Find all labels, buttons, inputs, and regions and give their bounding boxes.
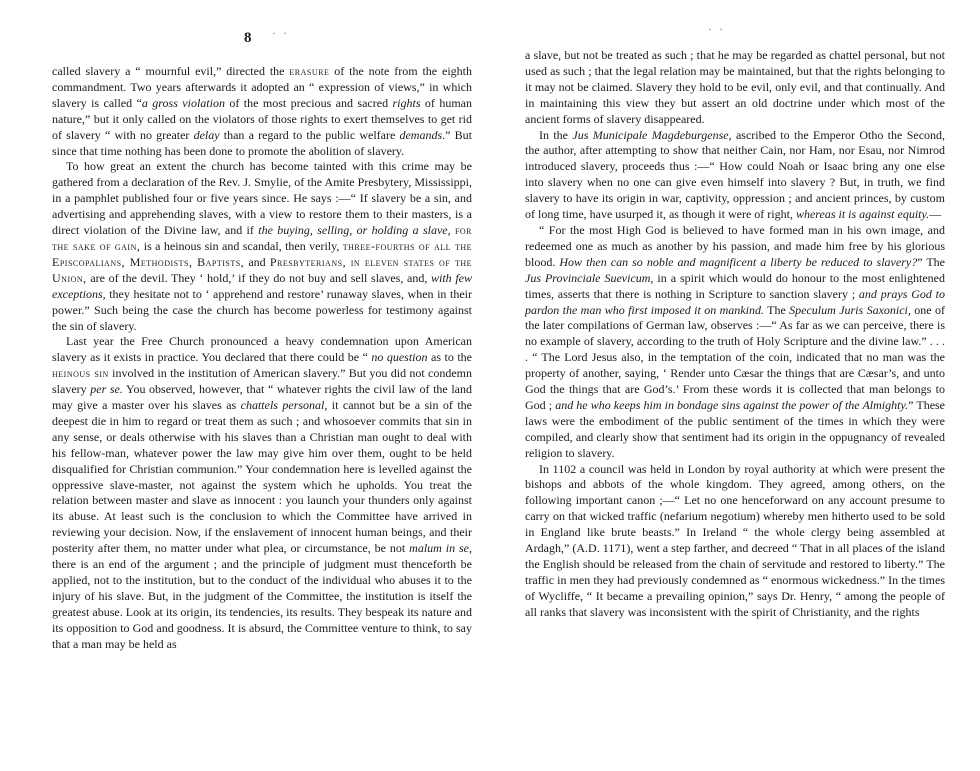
- text-run: one of the later compilations of German law, observes :—“ As far as we can perceive, there is no example of slavery, according to the truth of Holy Scripture and the divine law.” . . . . “ The Lord Jesus also, in the temptation of the coin, indicated that no man was the property of another, saying, ‘ Render unto Cæsar the things that are Cæsar’s, and unto God the things that are God’s.’ From these words it is collected that man belongs to God ;: [525, 302, 945, 412]
- paragraph: [52, 159, 472, 334]
- text-run: a gross violation: [141, 95, 225, 110]
- text-run: Last year the Free Church pronounced a heavy condemnation upon American slavery as it exists in practice. You declared that there could be “: [52, 334, 472, 365]
- text-run: .” But since that time nothing has been done to promote the abolition of slavery.: [52, 127, 472, 158]
- text-run: How then can so noble and magnificent a liberty be reduced to slavery?: [559, 254, 918, 269]
- print-speck: · ·: [272, 26, 289, 40]
- text-run: erasure: [289, 64, 330, 78]
- paragraph: [525, 462, 945, 621]
- text-run: with few exceptions,: [52, 270, 472, 301]
- text-run: of the most precious and sacred: [224, 95, 393, 110]
- text-run: Jus Municipale Magdeburgense,: [572, 127, 732, 142]
- text-run: there is an end of the argument ; and the principle of judgment must thenceforth be applied, not to the institution, but to the conduct of the individual who abuses it to the injury of his slave. But, in the judgment of the Committee, the institution is itself the greatest abuse. Look at its origin, its tendencies, its results. They bespeak its nature and its opposition to God and goodness. It is absurd, the Committee venture to think, to say that a man may be held as: [52, 557, 472, 651]
- text-run: of human nature,” but it only called on the violators of those rights to exert themselves to get rid of slavery “ with no greater: [52, 95, 472, 142]
- print-speck: · ·: [708, 22, 725, 36]
- text-run: three-fourths of all the Episcopalians, Methodists, Baptists,: [52, 238, 473, 269]
- text-run: chattels personal,: [240, 398, 328, 413]
- text-run: demands: [399, 127, 443, 142]
- text-run: called slavery a “ mournful evil,” directed the: [52, 64, 290, 78]
- text-run: In the: [539, 127, 573, 142]
- paragraph: [52, 64, 472, 159]
- text-run: You observed, however, that “ whatever rights the civil law of the land may give a master over his slaves as: [52, 382, 472, 413]
- text-run: are of the devil. They ‘ hold,’ if they do not buy and sell slaves, and,: [86, 270, 431, 285]
- text-run: it cannot but be a sin of the deepest die in him to regard or treat them as such ; and whosoever commits that sin in any sense, or deals otherwise with his slaves than a Christian man ought to deal with his fellow-man, whatever power the law may give him over them, ought to be held disqualified for Christian communion.” Your condemnation here is levelled against the oppressive slave-master, not against the system which he upholds. You treat the relation between master and slave as innocent : you launch your thunders only against its abuse. At least such is the conclusion to which the Committee have arrived in reviewing your decision. Now, if the enslavement of innocent human beings, and their posterity after them, no matter under what plea, or circumstance, be not: [52, 398, 473, 556]
- text-run: ascribed to the Emperor Otho the Second, the author, after attempting to show that neither Cain, nor Ham, nor Esau, nor Nimrod introduced slavery, proceeds thus :—“ How could Noah or Isaac bring any one else into slavery when no one can give even himself into slavery ? But, in truth, we find slavery to have its origin in war, captivity, oppression ; and ancient princes, by custom of long time, have usurped it, as though it were of right,: [525, 127, 946, 222]
- paragraph: [525, 223, 945, 462]
- text-run: no question: [371, 350, 428, 365]
- page-number: 8: [244, 30, 252, 46]
- text-run: as to the: [427, 350, 472, 365]
- text-run: and he who keeps him in bondage sins against the power of the Almighty.: [555, 397, 909, 412]
- text-run: Speculum Juris Saxonici,: [789, 302, 911, 317]
- text-run: ” These laws were the embodiment of the public sentiment of the times in which they were compiled, and clearly show that sentiment had its origin in the oppugnancy of revealed religion to slavery.: [525, 397, 946, 460]
- text-run: To how great an extent the church has become tainted with this crime may be gathered from a declaration of the Rev. J. Smylie, of the Amite Presbytery, Mississippi, in a pamphlet published four or five years since. He says :—“ If slavery be a sin, and advertising and apprehending slaves, with a view to restore them to their masters, is a direct violation of the Divine law, and if: [52, 159, 472, 238]
- text-run: “ For the most High God is believed to have formed man in his own image, and redeemed one as much as another by his passion, and made him free by his glorious blood.: [525, 222, 945, 269]
- text-run: in a spirit which would do honour to the most enlightened times, asserts that there is nothing in Scripture to sanction slavery ;: [525, 270, 945, 301]
- text-run: malum in se,: [409, 541, 472, 556]
- text-run: ” The: [917, 254, 946, 269]
- text-run: heinous sin: [52, 366, 109, 381]
- text-run: In 1102 a council was held in London by royal authority at which were present the bishops and abbots of the whole kingdom. They agreed, among others, on the following important canon ;—“ Let no one henceforward on any account presume to carry on that wicked traffic (nefarium negotium) whereby men hitherto used to be sold in England like brute beasts.” In Ireland “ the whole clergy being assembled at Ardagh,” (A.D. 1171), went a step farther, and decreed “ That in all places of the island the English should be released from the chain of servitude and restored to liberty.” The traffic in men they had previously condemned as “ enormous wickedness.” In the times of Wycliffe, “ It became a prevailing opinion,” says Dr. Henry, “ among the people of all ranks that slavery was inconsistent with the spirit of Christianity, and the rights: [525, 461, 945, 619]
- text-run: and: [244, 254, 270, 269]
- text-run: —: [929, 207, 942, 222]
- text-run: for the sake of gain,: [52, 223, 473, 253]
- text-run: a slave, but not be treated as such ; that he may be regarded as chattel personal, but not used as such ; that the legal relation may be maintained, but that the rights belonging to it may not be claimed. Slavery they hold to be evil, only evil, and that continually. And in maintaining this view they but assert an old doctrine under which most of the ancient forms of slavery disappeared.: [525, 48, 945, 126]
- right-page-text: [525, 48, 945, 621]
- text-run: of the note from the eighth commandment. Two years afterwards it adopted an “ expression of views,” in which slavery is called “: [52, 64, 473, 110]
- text-run: rights: [392, 95, 421, 110]
- left-page-text: [52, 64, 472, 653]
- text-run: Jus Provinciale Suevicum,: [525, 270, 654, 285]
- paragraph: [525, 128, 945, 223]
- text-run: the buying, selling, or holding a slave,: [258, 223, 451, 238]
- text-run: involved in the institution of American slavery.” But you did not condemn slavery: [52, 366, 473, 397]
- text-run: whereas it is against equity.: [795, 207, 930, 222]
- paragraph: [525, 48, 945, 128]
- text-run: delay: [193, 127, 220, 142]
- text-run: is a heinous sin and scandal, then verily,: [140, 238, 343, 253]
- text-run: per se.: [90, 382, 123, 397]
- text-run: Presbyterians, in eleven states of the Union,: [52, 254, 473, 285]
- text-run: they hesitate not to ‘ apprehend and restore’ runaway slaves, when in their power.” Such being the case the church has become powerless for testimony against the sin of slavery.: [52, 286, 472, 333]
- text-run: than a regard to the public welfare: [219, 127, 400, 142]
- text-run: The: [763, 302, 790, 317]
- text-run: and prays God to pardon the man who first imposed it on mankind.: [525, 286, 945, 317]
- paragraph: [52, 334, 472, 652]
